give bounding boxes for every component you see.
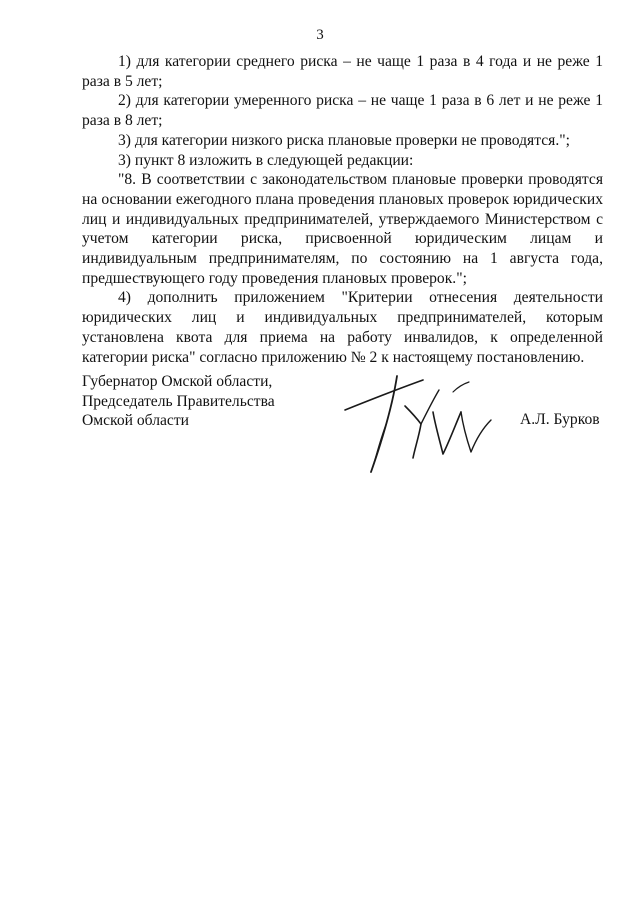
paragraph-item-8-text: "8. В соответствии с законодательством плановые проверки проводятся на основании ежегодного плана проведения плановых проверок юридических лиц и индивидуальных предпринимателей, утверждаемого Министерством с учетом категории риска, присвоенной юридическим лицам и индивидуальным предпринимателям, по состоянию на 1 августа года, предшествующего году проведения плановых проверок."; [82, 171, 603, 287]
paragraph-item-8-intro: 3) пункт 8 изложить в следующей редакции: [118, 151, 414, 169]
handwritten-signature [335, 372, 505, 482]
page-number: 3 [316, 27, 324, 43]
paragraph-moderate-risk: 2) для категории умеренного риска – не чаще 1 раза в 6 лет и не реже 1 раза в 8 лет; [82, 92, 603, 130]
paragraph-medium-risk: 1) для категории среднего риска – не чаще 1 раза в 4 года и не реже 1 раза в 5 лет; [82, 53, 603, 90]
paragraph-low-risk: 3) для категории низкого риска плановые проверки не проводятся."; [118, 131, 570, 149]
signer-title-line-2: Председатель Правительства [82, 392, 275, 410]
signer-name: А.Л. Бурков [520, 411, 600, 428]
signature-title-block [82, 372, 275, 431]
paragraph-appendix: 4) дополнить приложением "Критерии отнесения деятельности юридических лиц и индивидуальных предпринимателей, которым установлена квота для приема на работу инвалидов, к определенной категории риска" согласно приложению № 2 к настоящему постановлению. [82, 289, 603, 366]
signer-title-line-1: Губернатор Омской области, [82, 373, 273, 390]
signer-title-line-3: Омской области [82, 412, 190, 430]
document-body [82, 52, 603, 367]
